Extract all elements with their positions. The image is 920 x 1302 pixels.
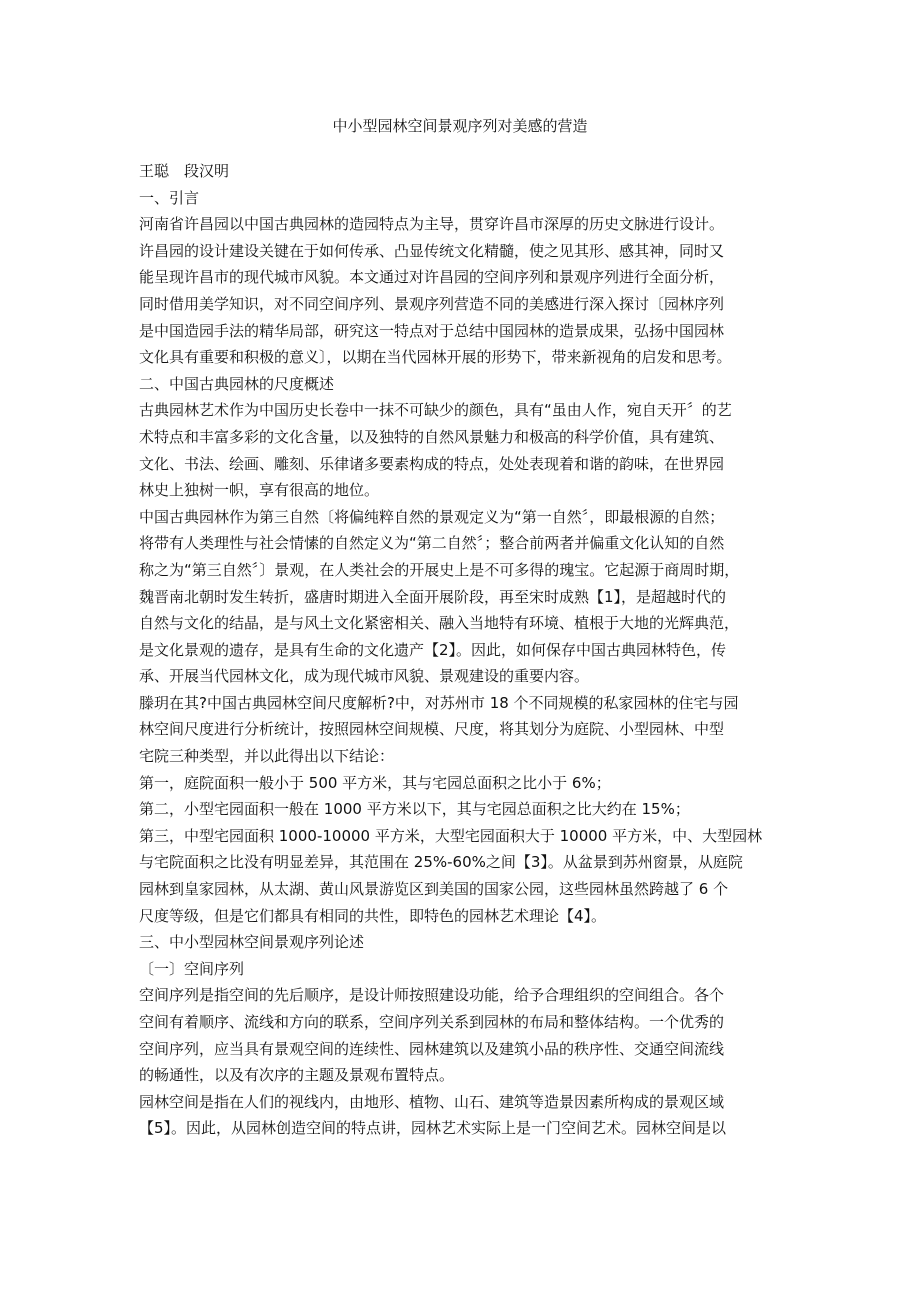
body-line: 与宅院面积之比没有明显差异，其范围在 25%-60%之间【3】。从盆景到苏州窗景，从庭院 xyxy=(139,853,743,872)
body-line: 尺度等级，但是它们都具有相同的共性，即特色的园林艺术理论【4】。 xyxy=(139,906,607,925)
body-line: 文化具有重要和积极的意义〕，以期在当代园林开展的形势下，带来新视角的启发和思考。 xyxy=(139,348,732,367)
body-line: 第一，庭院面积一般小于 500 平方米，其与宅园总面积之比小于 6%； xyxy=(139,773,611,792)
body-line: 承、开展当代园林文化，成为现代城市风貌、景观建设的重要内容。 xyxy=(139,667,590,686)
body-line: 许昌园的设计建设关键在于如何传承、凸显传统文化精髓，使之见其形、感其神，同时又 xyxy=(139,241,725,260)
body-line: 林空间尺度进行分析统计，按照园林空间规模、尺度，将其划分为庭院、小型园林、中型 xyxy=(139,720,725,739)
body-line: 三、中小型园林空间景观序列论述 xyxy=(139,933,365,952)
body-line: 宅院三种类型，并以此得出以下结论： xyxy=(139,747,395,766)
body-line: 术特点和丰富多彩的文化含量，以及独特的自然风景魅力和极高的科学价值，具有建筑、 xyxy=(139,427,725,446)
body-line: 自然与文化的结晶，是与风土文化紧密相关、融入当地特有环境、植根于大地的光辉典范， xyxy=(139,614,740,633)
body-line: 空间序列是指空间的先后顺序，是设计师按照建设功能，给予合理组织的空间组合。各个 xyxy=(139,986,725,1005)
document-body xyxy=(139,158,799,1142)
body-line: 园林空间是指在人们的视线内，由地形、植物、山石、建筑等造景因素所构成的景观区域 xyxy=(139,1092,725,1111)
body-line: 的畅通性，以及有次序的主题及景观布置特点。 xyxy=(139,1066,455,1085)
body-line: 能呈现许昌市的现代城市风貌。本文通过对许昌园的空间序列和景观序列进行全面分析， xyxy=(139,268,725,287)
body-line: 一、引言 xyxy=(139,188,200,207)
body-line: 古典园林艺术作为中国历史长卷中一抹不可缺少的颜色，具有“虽由人作，宛自天开〞的艺 xyxy=(139,401,732,420)
body-line: 空间序列，应当具有景观空间的连续性、园林建筑以及建筑小品的秩序性、交通空间流线 xyxy=(139,1039,725,1058)
body-line: 【5】。因此，从园林创造空间的特点讲，园林艺术实际上是一门空间艺术。园林空间是以 xyxy=(139,1119,727,1138)
body-line: 将带有人类理性与社会情愫的自然定义为“第二自然〞；整合前两者并偏重文化认知的自然 xyxy=(139,534,725,553)
body-line: 中国古典园林作为第三自然〔将偏纯粹自然的景观定义为“第一自然〞，即最根源的自然； xyxy=(139,507,725,526)
body-line: 第三，中型宅园面积 1000-10000 平方米，大型宅园面积大于 10000 平方米，中、大型园林 xyxy=(139,826,763,845)
body-line: 称之为“第三自然〞〕景观，在人类社会的开展史上是不可多得的瑰宝。它起源于商周时期， xyxy=(139,560,740,579)
body-line: 魏晋南北朝时发生转折，盛唐时期进入全面开展阶段，再至宋时成熟【1】，是超越时代的 xyxy=(139,587,727,606)
body-line: 二、中国古典园林的尺度概述 xyxy=(139,374,335,393)
document-title: 中小型园林空间景观序列对美感的营造 xyxy=(332,117,588,135)
body-line: 是中国造园手法的精华局部，研究这一特点对于总结中国园林的造景成果，弘扬中国园林 xyxy=(139,321,725,340)
body-line: 文化、书法、绘画、雕刻、乐律诸多要素构成的特点，处处表现着和谐的韵味，在世界园 xyxy=(139,454,725,473)
body-line: 河南省许昌园以中国古典园林的造园特点为主导，贯穿许昌市深厚的历史文脉进行设计。 xyxy=(139,215,725,234)
body-line: 空间有着顺序、流线和方向的联系，空间序列关系到园林的布局和整体结构。一个优秀的 xyxy=(139,1013,725,1031)
body-line: 林史上独树一帜，享有很高的地位。 xyxy=(139,481,380,500)
body-line: 同时借用美学知识，对不同空间序列、景观序列营造不同的美感进行深入探讨〔园林序列 xyxy=(139,294,725,313)
body-line: 是文化景观的遗存，是具有生命的文化遗产【2】。因此，如何保存中国古典园林特色，传 xyxy=(139,640,727,659)
body-line: 滕玥在其?中国古典园林空间尺度解析?中，对苏州市 18 个不同规模的私家园林的住宅与园 xyxy=(139,693,739,712)
body-line: 园林到皇家园林，从太湖、黄山风景游览区到美国的国家公园，这些园林虽然跨越了 6 个 xyxy=(139,880,729,899)
body-line: 〔一〕空间序列 xyxy=(139,959,245,978)
author-line: 王聪 段汉明 xyxy=(139,162,230,180)
body-line: 第二，小型宅园面积一般在 1000 平方米以下，其与宅园总面积之比大约在 15%； xyxy=(139,800,690,819)
